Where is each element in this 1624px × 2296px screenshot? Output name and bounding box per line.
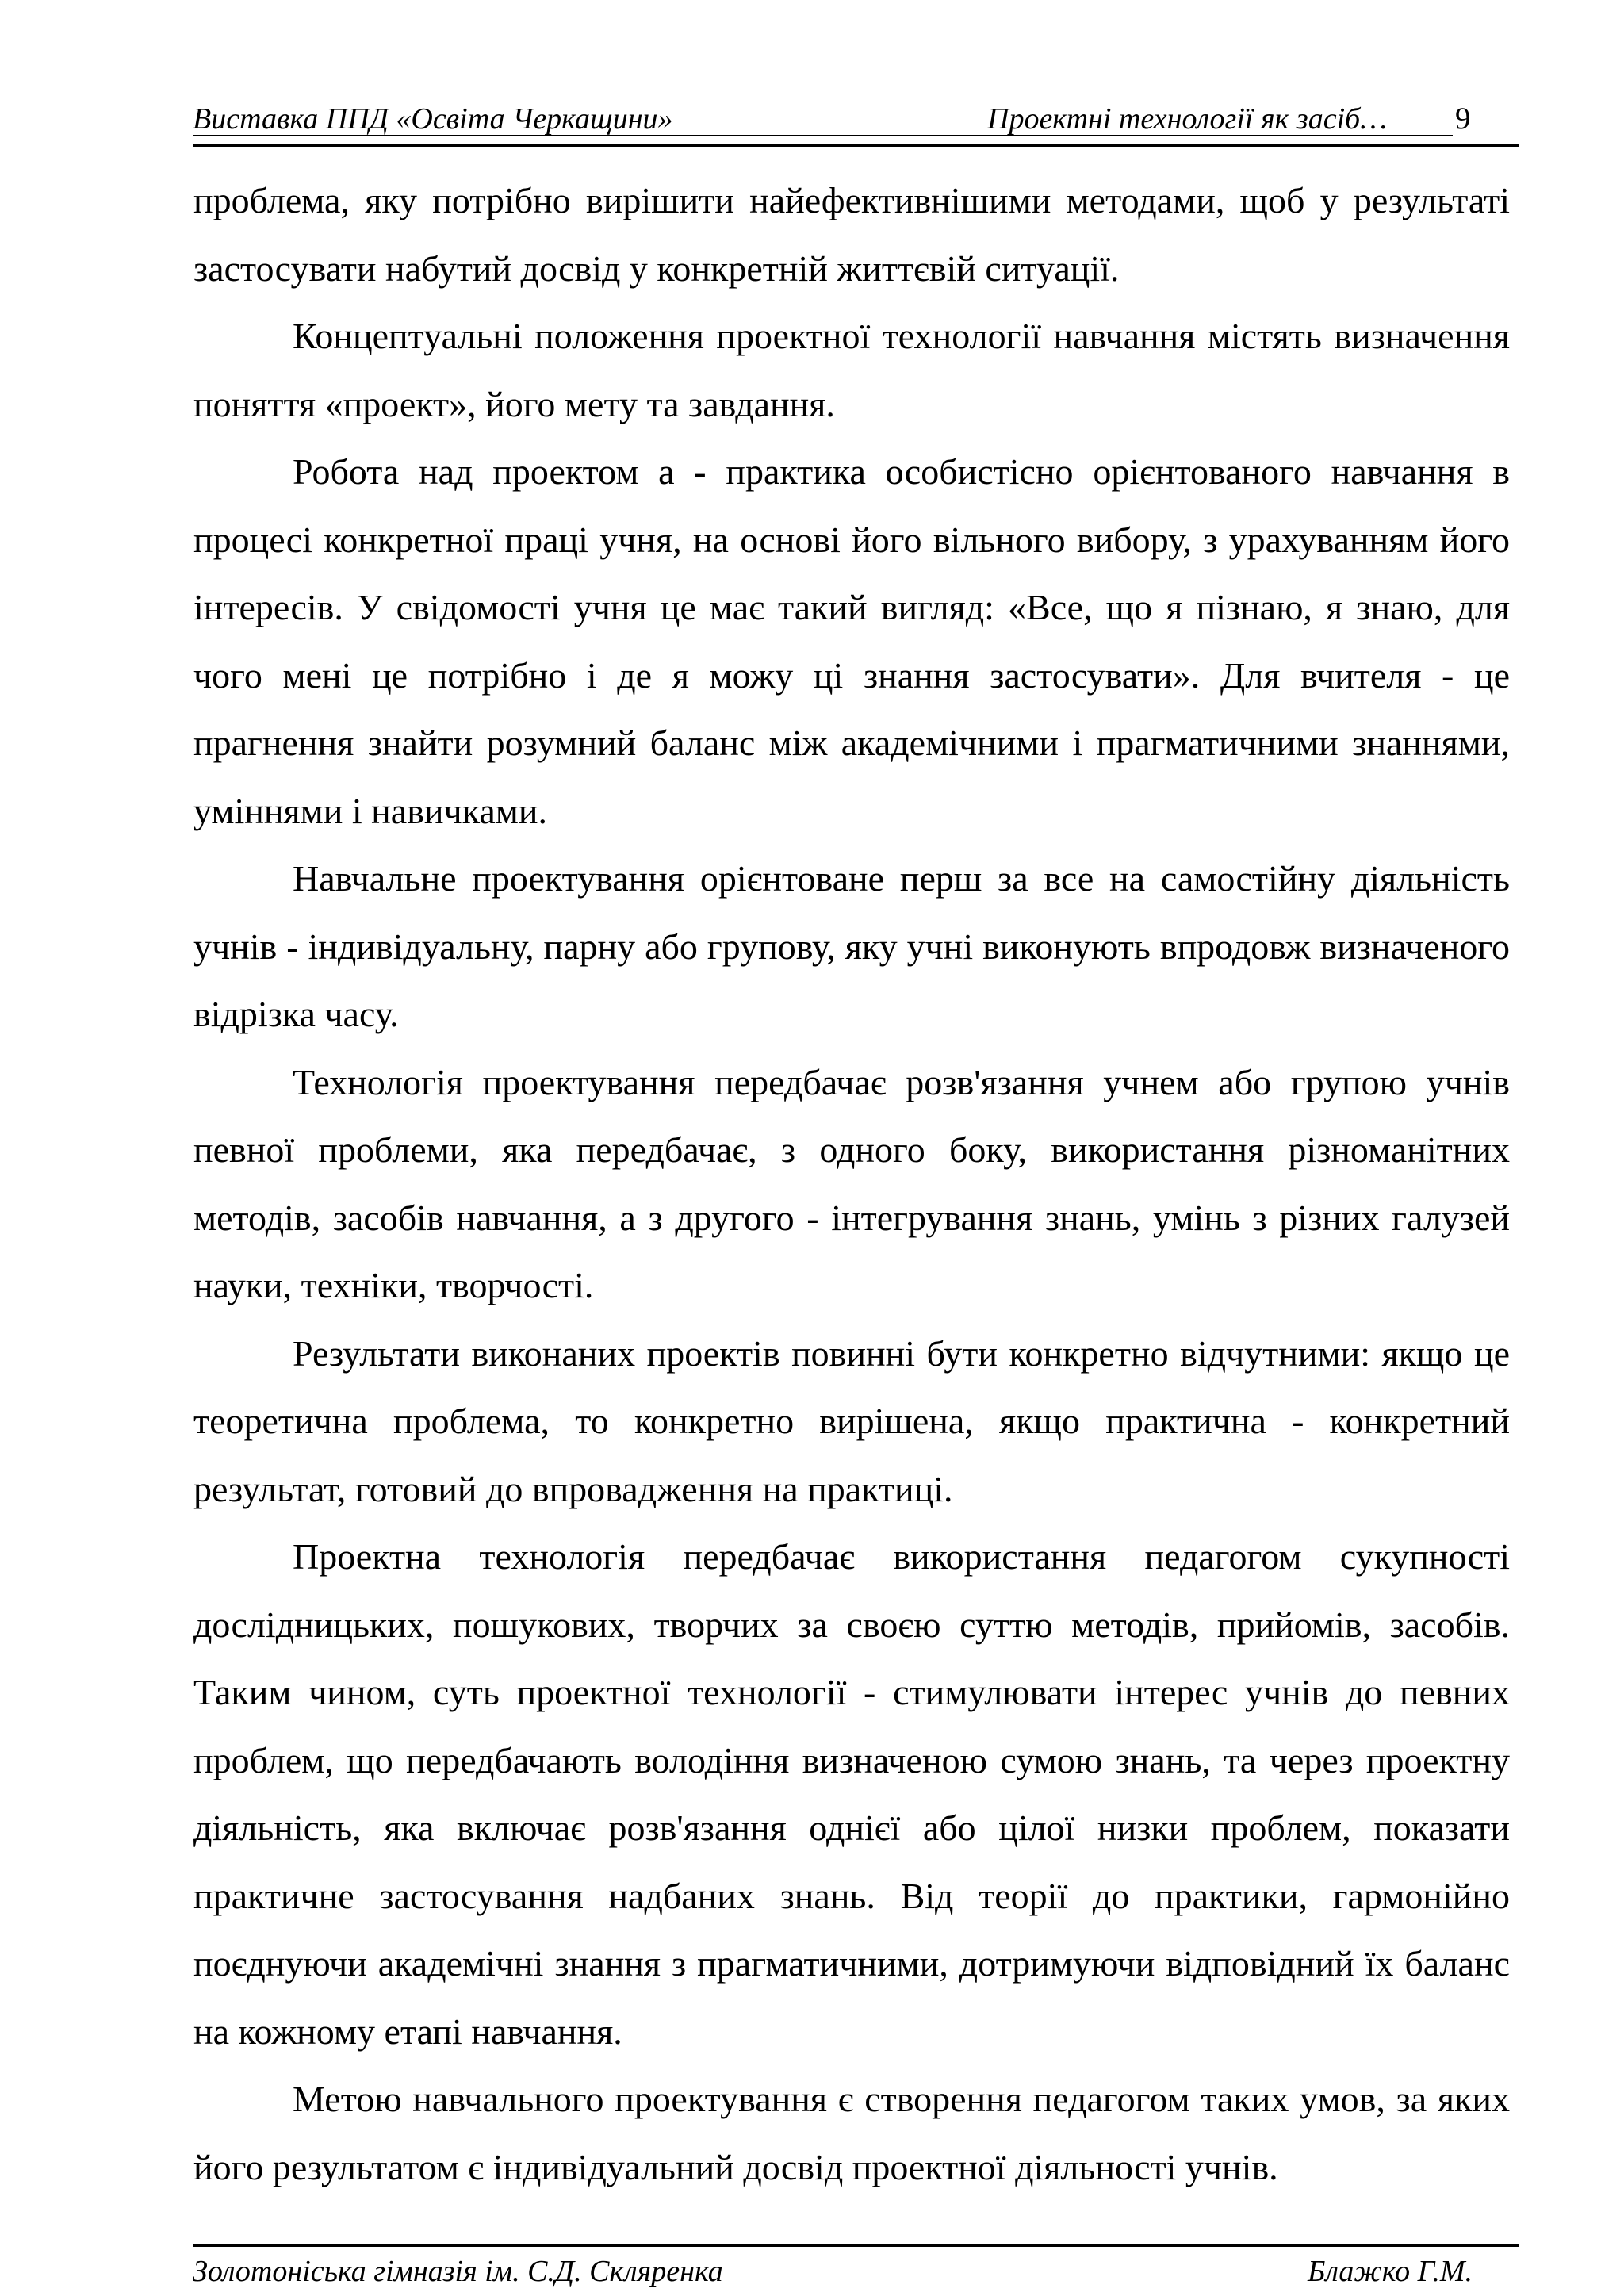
page-number: 9: [1455, 102, 1471, 136]
header-underline: [193, 135, 1453, 136]
header-document-title: Проектні технології як засіб…: [987, 102, 1388, 136]
footer-author: Блажко Г.М.: [1307, 2255, 1473, 2288]
paragraph: Концептуальні положення проектної технології навчання містять визначення поняття «проект», його мету та завдання.: [193, 316, 1510, 424]
paragraph: Робота над проектом а - практика особистісно орієнтованого навчання в процесі конкретної праці учня, на основі його вільного вибору, з урахуванням його інтересів. У свідомості учня це має такий вигляд: «Все, що я пізнаю, я знаю, для чого мені це потрібно і де я можу ці знання застосувати». Для вчителя - це прагнення знайти розумний баланс між академічними і прагматичними знаннями, уміннями і навичками.: [193, 451, 1510, 831]
paragraph: Результати виконаних проектів повинні бути конкретно відчутними: якщо це теоретична проблема, то конкретно вирішена, якщо практична - конкретний результат, готовий до впровадження на практиці.: [193, 1332, 1510, 1509]
running-header: [193, 94, 1519, 147]
footer-school-name: Золотоніська гімназія ім. С.Д. Скляренка: [193, 2255, 723, 2288]
paragraph: Навчальне проектування орієнтоване перш за все на самостійну діяльність учнів - індивідуальну, парну або групову, яку учні виконують впродовж визначеного відрізка часу.: [193, 858, 1510, 1034]
paragraph: Метою навчального проектування є створення педагогом таких умов, за яких його результатом є індивідуальний досвід проектної діяльності учнів.: [193, 2079, 1510, 2187]
paragraph-continuation: проблема, яку потрібно вирішити найефективнішими методами, щоб у результаті застосувати набутий досвід у конкретній життєвій ситуації.: [193, 180, 1510, 289]
document-body: [193, 167, 1510, 2201]
paragraph: Проектна технологія передбачає використання педагогом сукупності дослідницьких, пошукових, творчих за своєю суттю методів, прийомів, засобів. Таким чином, суть проектної технології - стимулювати інтерес учнів до певних проблем, що передбачають володіння визначеною сумою знань, та через проектну діяльність, яка включає розв'язання однієї або цілої низки проблем, показати практичне застосування надбаних знань. Від теорії до практики, гармонійно поєднуючи академічні знання з прагматичними, дотримуючи відповідний їх баланс на кожному етапі навчання.: [193, 1536, 1510, 2052]
paragraph: Технологія проектування передбачає розв'язання учнем або групою учнів певної проблеми, яка передбачає, з одного боку, використання різноманітних методів, засобів навчання, а з другого - інтегрування знань, умінь з різних галузей науки, техніки, творчості.: [193, 1061, 1510, 1305]
running-footer: [193, 2252, 1519, 2291]
footer-rule: [193, 2244, 1519, 2247]
header-exhibition-title: Виставка ППД «Освіта Черкащини»: [193, 102, 673, 136]
